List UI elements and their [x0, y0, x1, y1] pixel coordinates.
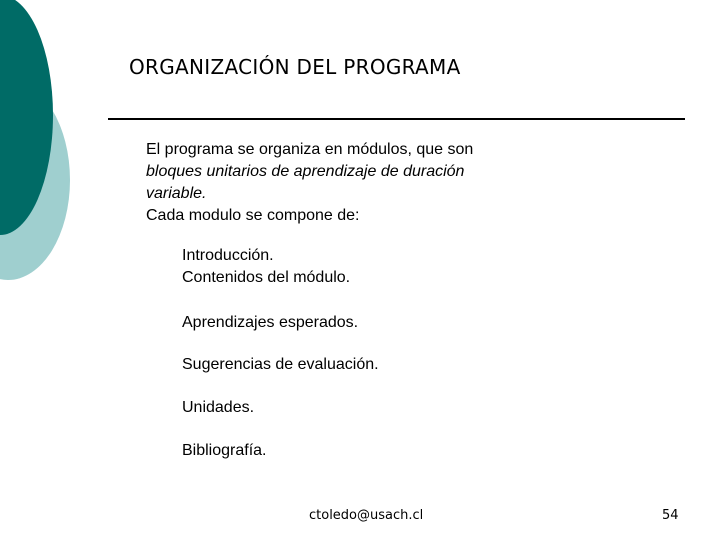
intro-line-4: Cada modulo se compone de:	[146, 207, 360, 224]
intro-line-3: variable.	[146, 185, 207, 202]
list-item-bibliografia: Bibliografía.	[182, 442, 267, 459]
list-item-unidades: Unidades.	[182, 399, 255, 416]
intro-paragraph	[146, 139, 546, 227]
list-item-contenidos: Contenidos del módulo.	[182, 269, 351, 286]
decorative-circles	[0, 0, 80, 290]
footer-email: ctoledo@usach.cl	[309, 508, 424, 523]
list-item-aprendizajes: Aprendizajes esperados.	[182, 314, 359, 331]
list-item-introduccion: Introducción.	[182, 247, 274, 264]
list-item-sugerencias: Sugerencias de evaluación.	[182, 356, 379, 373]
title-divider	[108, 118, 685, 120]
slide-title: ORGANIZACIÓN DEL PROGRAMA	[129, 55, 461, 79]
intro-line-1: El programa se organiza en módulos, que son	[146, 141, 474, 158]
page-number: 54	[662, 508, 679, 523]
intro-line-2: bloques unitarios de aprendizaje de duración	[146, 163, 465, 180]
